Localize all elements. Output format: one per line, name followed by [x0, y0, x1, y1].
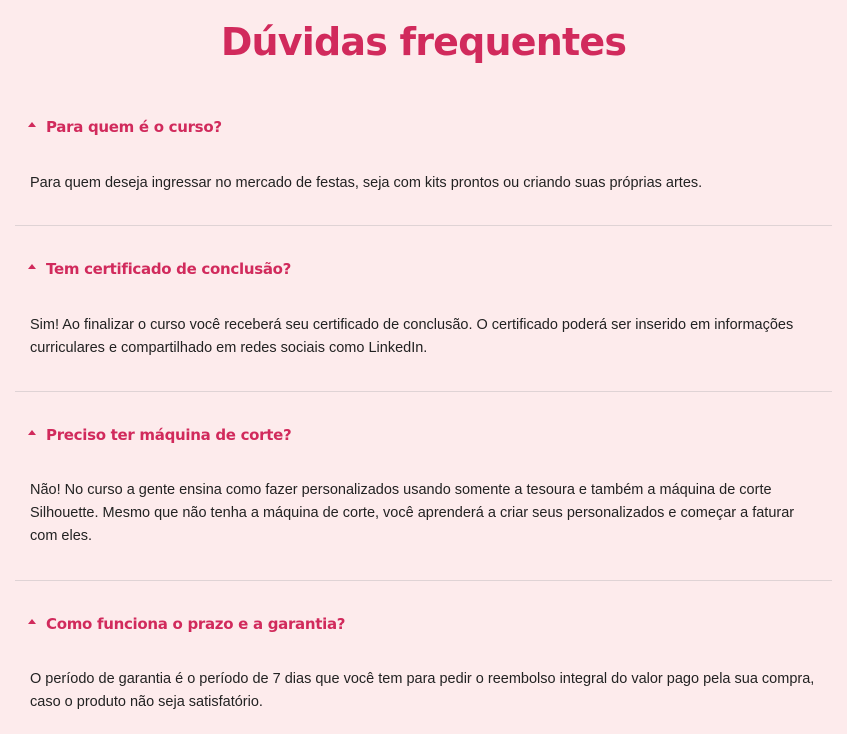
- faq-item: [15, 225, 832, 391]
- faq-question-label: Para quem é o curso?: [46, 118, 222, 136]
- faq-answer: Não! No curso a gente ensina como fazer personalizados usando somente a tesoura e também a máquina de corte Silhouette. Mesmo que não tenha a máquina de corte, você aprenderá a criar seus personalizados e começar a faturar com eles.: [30, 482, 795, 544]
- faq-answer: Sim! Ao finalizar o curso você receberá seu certificado de conclusão. O certificado poderá ser inserido em informações curriculares e compartilhado em redes sociais como LinkedIn.: [30, 317, 794, 356]
- faq-answer: O período de garantia é o período de 7 dias que você tem para pedir o reembolso integral do valor pago pela sua compra, caso o produto não seja satisfatório.: [30, 671, 815, 710]
- faq-question-label: Como funciona o prazo e a garantia?: [46, 615, 346, 633]
- faq-question-label: Preciso ter máquina de corte?: [46, 426, 292, 444]
- faq-question-toggle[interactable]: [15, 100, 832, 160]
- faq-question-label: Tem certificado de conclusão?: [46, 260, 292, 278]
- caret-up-icon: [28, 430, 36, 435]
- faq-question-toggle[interactable]: [15, 581, 832, 641]
- page-title: Dúvidas frequentes: [220, 20, 627, 64]
- faq-question-toggle[interactable]: [15, 226, 832, 286]
- caret-up-icon: [28, 264, 36, 269]
- faq-answer: Para quem deseja ingressar no mercado de festas, seja com kits prontos ou criando suas próprias artes.: [30, 175, 703, 191]
- caret-up-icon: [28, 619, 36, 624]
- faq-item: [15, 580, 832, 734]
- faq-question-toggle[interactable]: [15, 392, 832, 452]
- faq-item: [15, 391, 832, 580]
- faq-list: [15, 100, 832, 734]
- caret-up-icon: [28, 122, 36, 127]
- faq-item: [15, 100, 832, 225]
